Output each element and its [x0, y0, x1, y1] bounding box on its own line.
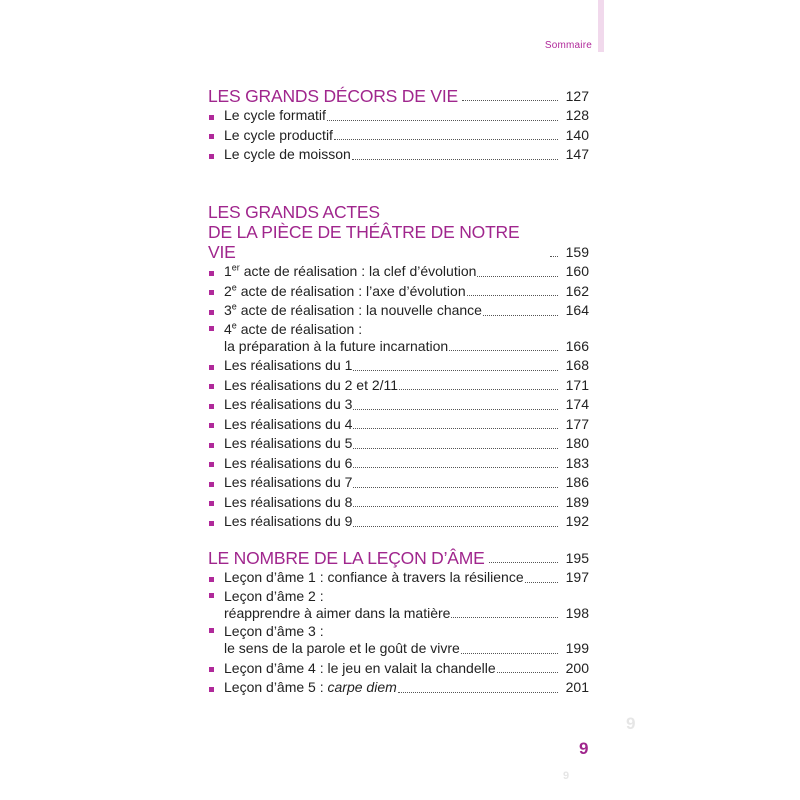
- entry-label: Les réalisations du 9: [224, 513, 353, 529]
- bullet: [209, 326, 214, 331]
- page-ref: 174: [565, 396, 589, 412]
- entry-label: 2e acte de réalisation : l’axe d’évolution: [224, 281, 466, 299]
- bullet: [209, 593, 214, 598]
- toc-entry: [208, 126, 589, 146]
- bullet: [209, 134, 214, 139]
- entry-label-continued: réapprendre à aimer dans la matière: [224, 604, 451, 621]
- toc-entry: [208, 659, 589, 679]
- bullet: [209, 404, 214, 409]
- dot-leader: [353, 428, 558, 429]
- entry-label: 4e acte de réalisation :: [224, 319, 363, 337]
- page-ref: 171: [565, 376, 589, 393]
- dot-leader: [451, 617, 558, 618]
- page-ref: 200: [565, 659, 589, 676]
- page-ref: 192: [565, 513, 589, 529]
- entry-label: Le cycle de moisson: [224, 146, 351, 162]
- dot-leader: [462, 100, 558, 101]
- entry-label: Les réalisations du 1: [224, 357, 353, 373]
- dot-leader: [477, 276, 558, 277]
- toc-entry-multiline: [208, 588, 589, 624]
- dot-leader: [497, 672, 558, 673]
- page-ref: 162: [565, 282, 589, 299]
- entry-label: Les réalisations du 3: [224, 396, 353, 412]
- dot-leader: [550, 256, 558, 257]
- page-ref: 201: [565, 679, 589, 695]
- entry-label: Les réalisations du 5: [224, 435, 353, 451]
- page-ref: 189: [565, 493, 589, 510]
- page-ref: 147: [565, 146, 589, 162]
- dot-leader: [353, 370, 558, 371]
- toc-entry: [208, 415, 589, 435]
- page-ref: 197: [565, 569, 589, 585]
- bullet: [209, 628, 214, 633]
- page-ref: 198: [565, 604, 589, 621]
- bleed-through-mark: 9: [563, 770, 570, 782]
- toc-entry: [208, 434, 589, 454]
- bullet: [209, 667, 214, 672]
- dot-leader: [353, 448, 558, 449]
- bullet: [209, 310, 214, 315]
- dot-leader: [353, 487, 558, 488]
- entry-label: 3e acte de réalisation : la nouvelle chance: [224, 301, 482, 318]
- running-head: Sommaire: [544, 40, 592, 51]
- bullet: [209, 290, 214, 295]
- toc-entry-multiline: [208, 623, 589, 659]
- entry-label: Les réalisations du 8: [224, 493, 353, 510]
- toc-entry: [208, 301, 589, 321]
- toc-entry-multiline: [208, 321, 589, 357]
- section-title: LE NOMBRE DE LA LEÇON D’ÂME: [208, 548, 485, 568]
- toc-entry: [208, 568, 589, 588]
- bullet: [209, 482, 214, 487]
- section-title-row: [208, 86, 589, 106]
- dot-leader: [449, 350, 558, 351]
- page-ref: 199: [565, 640, 589, 656]
- toc-entry: [208, 512, 589, 532]
- page-ref: 177: [565, 415, 589, 432]
- page-ref: 140: [565, 126, 589, 143]
- toc-entry: [208, 356, 589, 376]
- entry-label: Leçon d’âme 3 :: [224, 623, 324, 639]
- page-ref: 180: [565, 435, 589, 451]
- page-number: 9: [579, 739, 589, 758]
- dot-leader: [461, 653, 558, 654]
- bullet: [209, 687, 214, 692]
- page-ref: 128: [565, 107, 589, 123]
- toc-entry: [208, 395, 589, 415]
- dot-leader: [327, 120, 558, 121]
- dot-leader: [483, 315, 558, 316]
- bullet: [209, 423, 214, 428]
- toc-entry: [208, 145, 589, 165]
- toc-section-1: [208, 86, 589, 165]
- dot-leader: [467, 295, 558, 296]
- dot-leader: [399, 389, 558, 390]
- dot-leader: [525, 582, 558, 583]
- page-tab-marker: [598, 0, 604, 52]
- page-ref: 168: [565, 357, 589, 373]
- entry-label: Les réalisations du 6: [224, 454, 353, 471]
- entry-label: Le cycle productif: [224, 126, 333, 143]
- dot-leader: [398, 692, 558, 693]
- entry-label: Le cycle formatif: [224, 107, 326, 123]
- bullet: [209, 154, 214, 159]
- toc-entry: [208, 106, 589, 126]
- dot-leader: [353, 467, 558, 468]
- section-title-row: [208, 222, 589, 262]
- toc-entry: [208, 454, 589, 474]
- page-ref: 183: [565, 454, 589, 471]
- bullet: [209, 115, 214, 120]
- section-title: LES GRANDS ACTES: [208, 202, 380, 222]
- entry-label: Les réalisations du 7: [224, 474, 353, 490]
- entry-label: 1er acte de réalisation : la clef d’évolution: [224, 262, 477, 279]
- page-ref: 160: [565, 263, 589, 279]
- page-ref: 195: [565, 549, 589, 566]
- toc-entry: [208, 376, 589, 396]
- entry-label: Les réalisations du 4: [224, 415, 353, 432]
- entry-label-continued: le sens de la parole et le goût de vivre: [224, 640, 460, 656]
- bullet: [209, 443, 214, 448]
- section-title-line-2: DE LA PIÈCE DE THÉÂTRE DE NOTRE VIE: [208, 222, 520, 262]
- page-ref: 127: [565, 87, 589, 104]
- entry-label: Leçon d’âme 5 : carpe diem: [224, 679, 397, 695]
- toc-entry: [208, 678, 589, 698]
- bullet: [209, 365, 214, 370]
- toc-section-2: [208, 202, 589, 532]
- toc-entry: [208, 473, 589, 493]
- toc-section-3: [208, 548, 589, 698]
- bullet: [209, 501, 214, 506]
- entry-label: Leçon d’âme 2 :: [224, 587, 324, 604]
- entry-label-continued: la préparation à la future incarnation: [224, 337, 449, 354]
- entry-label: Leçon d’âme 4 : le jeu en valait la chandelle: [224, 659, 496, 676]
- page-ref: 159: [565, 243, 589, 260]
- page-ref: 186: [565, 474, 589, 490]
- dot-leader: [334, 139, 558, 140]
- bullet: [209, 271, 214, 276]
- bullet: [209, 384, 214, 389]
- dot-leader: [353, 526, 558, 527]
- entry-label: Leçon d’âme 1 : confiance à travers la résilience: [224, 569, 524, 585]
- entry-label: Les réalisations du 2 et 2/11: [224, 376, 399, 393]
- bullet: [209, 521, 214, 526]
- dot-leader: [353, 409, 558, 410]
- toc-entry: [208, 262, 589, 282]
- bullet: [209, 577, 214, 582]
- section-title-row: [208, 548, 589, 568]
- dot-leader: [352, 159, 558, 160]
- page-ref: 166: [565, 337, 589, 354]
- dot-leader: [489, 562, 558, 563]
- toc-entry: [208, 282, 589, 302]
- dot-leader: [353, 506, 558, 507]
- page-ref: 164: [565, 302, 589, 318]
- toc-entry: [208, 493, 589, 513]
- bleed-through-mark: 9: [626, 714, 636, 733]
- section-title: LES GRANDS DÉCORS DE VIE: [208, 86, 458, 106]
- bullet: [209, 462, 214, 467]
